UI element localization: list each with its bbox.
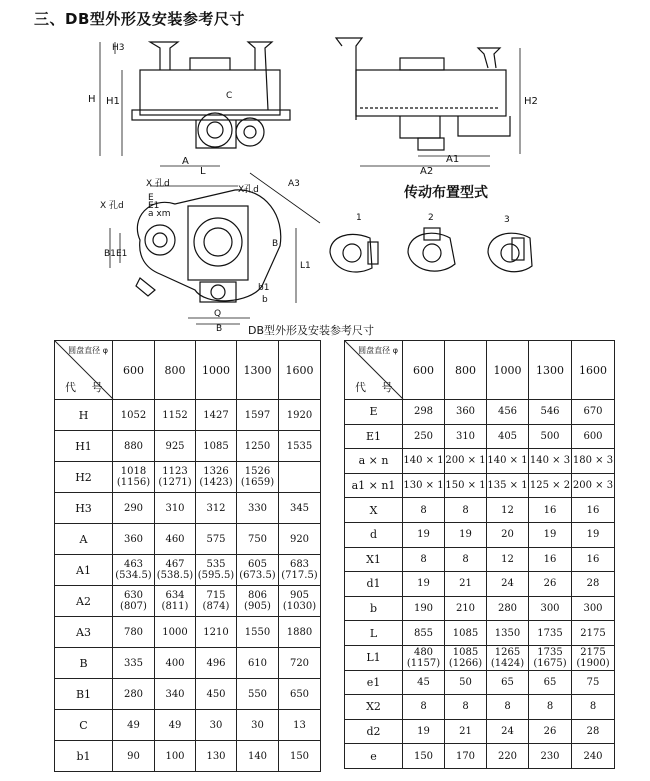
header-corner-cell (345, 341, 403, 400)
value-cell: 400 (155, 648, 196, 679)
value-cell: 720 (279, 648, 321, 679)
code-cell: E1 (345, 424, 403, 449)
front-view-drawing (100, 42, 290, 166)
value-cell: 26 (529, 719, 572, 744)
code-cell: A3 (55, 617, 113, 648)
value-cell: 50 (445, 670, 487, 695)
label-x1-hole-d: X孔d (238, 185, 259, 195)
value-cell: 49 (113, 710, 155, 741)
value-cell: 140 × 1 (487, 449, 529, 474)
table-row (345, 719, 615, 744)
value-cell: 546 (529, 400, 572, 425)
value-cell: 140 × 1 (403, 449, 445, 474)
value-cell: 605 (673.5) (237, 555, 279, 586)
value-cell: 28 (572, 719, 615, 744)
value-cell: 90 (113, 741, 155, 772)
table-row (345, 473, 615, 498)
value-cell (279, 462, 321, 493)
value-cell: 16 (529, 498, 572, 523)
value-cell: 8 (487, 695, 529, 720)
label-h2: H2 (524, 96, 538, 107)
value-cell: 480 (1157) (403, 645, 445, 670)
label-b1: B1 (104, 249, 116, 259)
value-cell: 150 (403, 744, 445, 769)
value-cell: 634 (811) (155, 586, 196, 617)
diameter-label: 圆盘直径 φ (68, 346, 108, 355)
value-cell: 19 (529, 522, 572, 547)
value-cell: 1250 (237, 431, 279, 462)
value-cell: 1000 (155, 617, 196, 648)
diameter-header-cell: 1000 (487, 341, 529, 400)
value-cell: 24 (487, 572, 529, 597)
code-cell: A1 (55, 555, 113, 586)
value-cell: 1210 (196, 617, 237, 648)
code-cell: E (345, 400, 403, 425)
value-cell: 19 (403, 719, 445, 744)
value-cell: 140 × 3 (529, 449, 572, 474)
value-cell: 200 × 3 (572, 473, 615, 498)
value-cell: 610 (237, 648, 279, 679)
code-label: 代 号 (65, 381, 109, 394)
page-heading: 三、DB型外形及安装参考尺寸 (34, 10, 245, 28)
table-row (345, 449, 615, 474)
header-row (345, 341, 615, 400)
table-row (55, 648, 321, 679)
value-cell: 1350 (487, 621, 529, 646)
label-h3: H3 (112, 43, 125, 53)
table-row (345, 695, 615, 720)
value-cell: 19 (572, 522, 615, 547)
value-cell: 1018 (1156) (113, 462, 155, 493)
diameter-header-cell: 600 (403, 341, 445, 400)
table-row (345, 596, 615, 621)
code-cell: a × n (345, 449, 403, 474)
value-cell: 630 (807) (113, 586, 155, 617)
value-cell: 1152 (155, 400, 196, 431)
plan-view-drawing (110, 173, 320, 324)
table-row (345, 621, 615, 646)
diameter-header-cell: 1000 (196, 341, 237, 400)
value-cell: 1265 (1424) (487, 645, 529, 670)
value-cell: 2175 (572, 621, 615, 646)
table-row (345, 572, 615, 597)
label-q: Q (214, 309, 222, 319)
value-cell: 330 (237, 493, 279, 524)
value-cell: 30 (196, 710, 237, 741)
value-cell: 26 (529, 572, 572, 597)
value-cell: 1735 (1675) (529, 645, 572, 670)
value-cell: 19 (403, 522, 445, 547)
value-cell: 535 (595.5) (196, 555, 237, 586)
code-cell: B (55, 648, 113, 679)
table-row (55, 493, 321, 524)
code-cell: e (345, 744, 403, 769)
value-cell: 340 (155, 679, 196, 710)
code-label: 代 号 (355, 381, 399, 394)
value-cell: 650 (279, 679, 321, 710)
value-cell: 1052 (113, 400, 155, 431)
code-cell: H3 (55, 493, 113, 524)
value-cell: 45 (403, 670, 445, 695)
value-cell: 806 (905) (237, 586, 279, 617)
code-cell: X2 (345, 695, 403, 720)
drive-type-numbers (356, 213, 510, 225)
value-cell: 130 × 1 (403, 473, 445, 498)
label-x-hole-d: X 孔d (100, 201, 124, 211)
table-row (55, 524, 321, 555)
value-cell: 575 (196, 524, 237, 555)
value-cell: 220 (487, 744, 529, 769)
table-row (55, 431, 321, 462)
table-caption: DB型外形及安装参考尺寸 (248, 324, 375, 337)
value-cell: 180 × 3 (572, 449, 615, 474)
diameter-header-cell: 1300 (237, 341, 279, 400)
value-cell: 8 (403, 547, 445, 572)
value-cell: 8 (572, 695, 615, 720)
table-row (345, 400, 615, 425)
code-cell: d (345, 522, 403, 547)
value-cell: 8 (403, 695, 445, 720)
value-cell: 250 (403, 424, 445, 449)
table-row (345, 547, 615, 572)
value-cell: 19 (403, 572, 445, 597)
code-cell: B1 (55, 679, 113, 710)
value-cell: 1597 (237, 400, 279, 431)
value-cell: 200 × 1 (445, 449, 487, 474)
value-cell: 150 (279, 741, 321, 772)
value-cell: 345 (279, 493, 321, 524)
table-row (55, 462, 321, 493)
table-row (345, 522, 615, 547)
value-cell: 16 (529, 547, 572, 572)
code-cell: X1 (345, 547, 403, 572)
value-cell: 280 (487, 596, 529, 621)
header-corner-cell (55, 341, 113, 400)
value-cell: 150 × 1 (445, 473, 487, 498)
drive-type-3: 3 (504, 215, 510, 225)
value-cell: 310 (445, 424, 487, 449)
value-cell: 905 (1030) (279, 586, 321, 617)
value-cell: 130 (196, 741, 237, 772)
code-cell: H1 (55, 431, 113, 462)
value-cell: 8 (445, 498, 487, 523)
value-cell: 1535 (279, 431, 321, 462)
table-row (55, 679, 321, 710)
value-cell: 28 (572, 572, 615, 597)
value-cell: 100 (155, 741, 196, 772)
value-cell: 298 (403, 400, 445, 425)
label-c: C (226, 91, 233, 101)
table-row (55, 586, 321, 617)
value-cell: 463 (534.5) (113, 555, 155, 586)
code-cell: A2 (55, 586, 113, 617)
diameter-header-cell: 800 (445, 341, 487, 400)
drive-arrangement-title: 传动布置型式 (404, 185, 488, 201)
value-cell: 16 (572, 547, 615, 572)
value-cell: 140 (237, 741, 279, 772)
label-a1: A1 (446, 154, 460, 165)
label-a3: A3 (288, 179, 300, 189)
value-cell: 30 (237, 710, 279, 741)
value-cell: 456 (487, 400, 529, 425)
table-row (345, 498, 615, 523)
code-cell: b (345, 596, 403, 621)
diameter-header-cell: 1600 (572, 341, 615, 400)
label-l: L (200, 166, 206, 177)
value-cell: 880 (113, 431, 155, 462)
value-cell: 65 (529, 670, 572, 695)
value-cell: 280 (113, 679, 155, 710)
label-b: B (272, 239, 279, 249)
value-cell: 683 (717.5) (279, 555, 321, 586)
label-e1: E1 (148, 201, 160, 211)
value-cell: 20 (487, 522, 529, 547)
value-cell: 19 (445, 522, 487, 547)
value-cell: 780 (113, 617, 155, 648)
diameter-header-cell: 1600 (279, 341, 321, 400)
table-row (55, 710, 321, 741)
table-row (345, 424, 615, 449)
value-cell: 170 (445, 744, 487, 769)
value-cell: 1735 (529, 621, 572, 646)
value-cell: 920 (279, 524, 321, 555)
label-h: H (88, 94, 96, 105)
value-cell: 670 (572, 400, 615, 425)
value-cell: 8 (403, 498, 445, 523)
code-cell: d2 (345, 719, 403, 744)
value-cell: 65 (487, 670, 529, 695)
value-cell: 190 (403, 596, 445, 621)
header-row (55, 341, 321, 400)
code-cell: X (345, 498, 403, 523)
code-cell: H (55, 400, 113, 431)
value-cell: 310 (155, 493, 196, 524)
code-cell: A (55, 524, 113, 555)
value-cell: 1123 (1271) (155, 462, 196, 493)
value-cell: 8 (445, 695, 487, 720)
code-cell: a1 × n1 (345, 473, 403, 498)
value-cell: 450 (196, 679, 237, 710)
code-cell: b1 (55, 741, 113, 772)
value-cell: 75 (572, 670, 615, 695)
value-cell: 600 (572, 424, 615, 449)
label-a-xm: a xm (148, 209, 171, 219)
value-cell: 335 (113, 648, 155, 679)
dimension-table-left (54, 340, 321, 772)
dimension-table-right (344, 340, 615, 769)
table-row (55, 617, 321, 648)
diameter-header-cell: 800 (155, 341, 196, 400)
drive-type-2: 2 (428, 213, 434, 223)
value-cell: 715 (874) (196, 586, 237, 617)
code-cell: d1 (345, 572, 403, 597)
value-cell: 135 × 1 (487, 473, 529, 498)
value-cell: 855 (403, 621, 445, 646)
table-row (55, 741, 321, 772)
code-cell: H2 (55, 462, 113, 493)
value-cell: 1880 (279, 617, 321, 648)
value-cell: 550 (237, 679, 279, 710)
value-cell: 12 (487, 498, 529, 523)
value-cell: 360 (445, 400, 487, 425)
value-cell: 13 (279, 710, 321, 741)
value-cell: 230 (529, 744, 572, 769)
label-a2: A2 (420, 166, 434, 177)
value-cell: 2175 (1900) (572, 645, 615, 670)
value-cell: 750 (237, 524, 279, 555)
label-b-small: b (262, 295, 268, 305)
label-e: E (148, 193, 154, 203)
value-cell: 467 (538.5) (155, 555, 196, 586)
value-cell: 21 (445, 572, 487, 597)
value-cell: 16 (572, 498, 615, 523)
value-cell: 500 (529, 424, 572, 449)
table-row (55, 400, 321, 431)
diameter-header-cell: 1300 (529, 341, 572, 400)
label-b-bottom: B (216, 324, 223, 334)
value-cell: 405 (487, 424, 529, 449)
value-cell: 460 (155, 524, 196, 555)
code-cell: C (55, 710, 113, 741)
value-cell: 1326 (1423) (196, 462, 237, 493)
value-cell: 290 (113, 493, 155, 524)
value-cell: 1526 (1659) (237, 462, 279, 493)
value-cell: 1427 (196, 400, 237, 431)
code-cell: e1 (345, 670, 403, 695)
value-cell: 1920 (279, 400, 321, 431)
table-row (345, 744, 615, 769)
value-cell: 1085 (196, 431, 237, 462)
label-x-hole-d-2: X 孔d (146, 179, 170, 189)
value-cell: 125 × 2 (529, 473, 572, 498)
value-cell: 24 (487, 719, 529, 744)
value-cell: 12 (487, 547, 529, 572)
label-e1-v: E1 (116, 249, 128, 259)
value-cell: 8 (445, 547, 487, 572)
drive-arrangement-drawings (330, 228, 532, 272)
value-cell: 300 (572, 596, 615, 621)
value-cell: 21 (445, 719, 487, 744)
side-view-drawing (336, 38, 520, 166)
code-cell: L1 (345, 645, 403, 670)
table-row (345, 670, 615, 695)
code-cell: L (345, 621, 403, 646)
label-h1: H1 (106, 96, 120, 107)
value-cell: 496 (196, 648, 237, 679)
value-cell: 8 (529, 695, 572, 720)
value-cell: 925 (155, 431, 196, 462)
value-cell: 1085 (445, 621, 487, 646)
label-a: A (182, 156, 189, 167)
plan-view-labels (100, 166, 311, 334)
table-row (345, 645, 615, 670)
value-cell: 312 (196, 493, 237, 524)
value-cell: 240 (572, 744, 615, 769)
value-cell: 1550 (237, 617, 279, 648)
value-cell: 300 (529, 596, 572, 621)
value-cell: 360 (113, 524, 155, 555)
label-b1-small: b1 (258, 283, 270, 293)
value-cell: 49 (155, 710, 196, 741)
label-l1: L1 (300, 261, 311, 271)
diameter-label: 圆盘直径 φ (358, 346, 398, 355)
diameter-header-cell: 600 (113, 341, 155, 400)
drive-type-1: 1 (356, 213, 362, 223)
table-row (55, 555, 321, 586)
value-cell: 1085 (1266) (445, 645, 487, 670)
value-cell: 210 (445, 596, 487, 621)
